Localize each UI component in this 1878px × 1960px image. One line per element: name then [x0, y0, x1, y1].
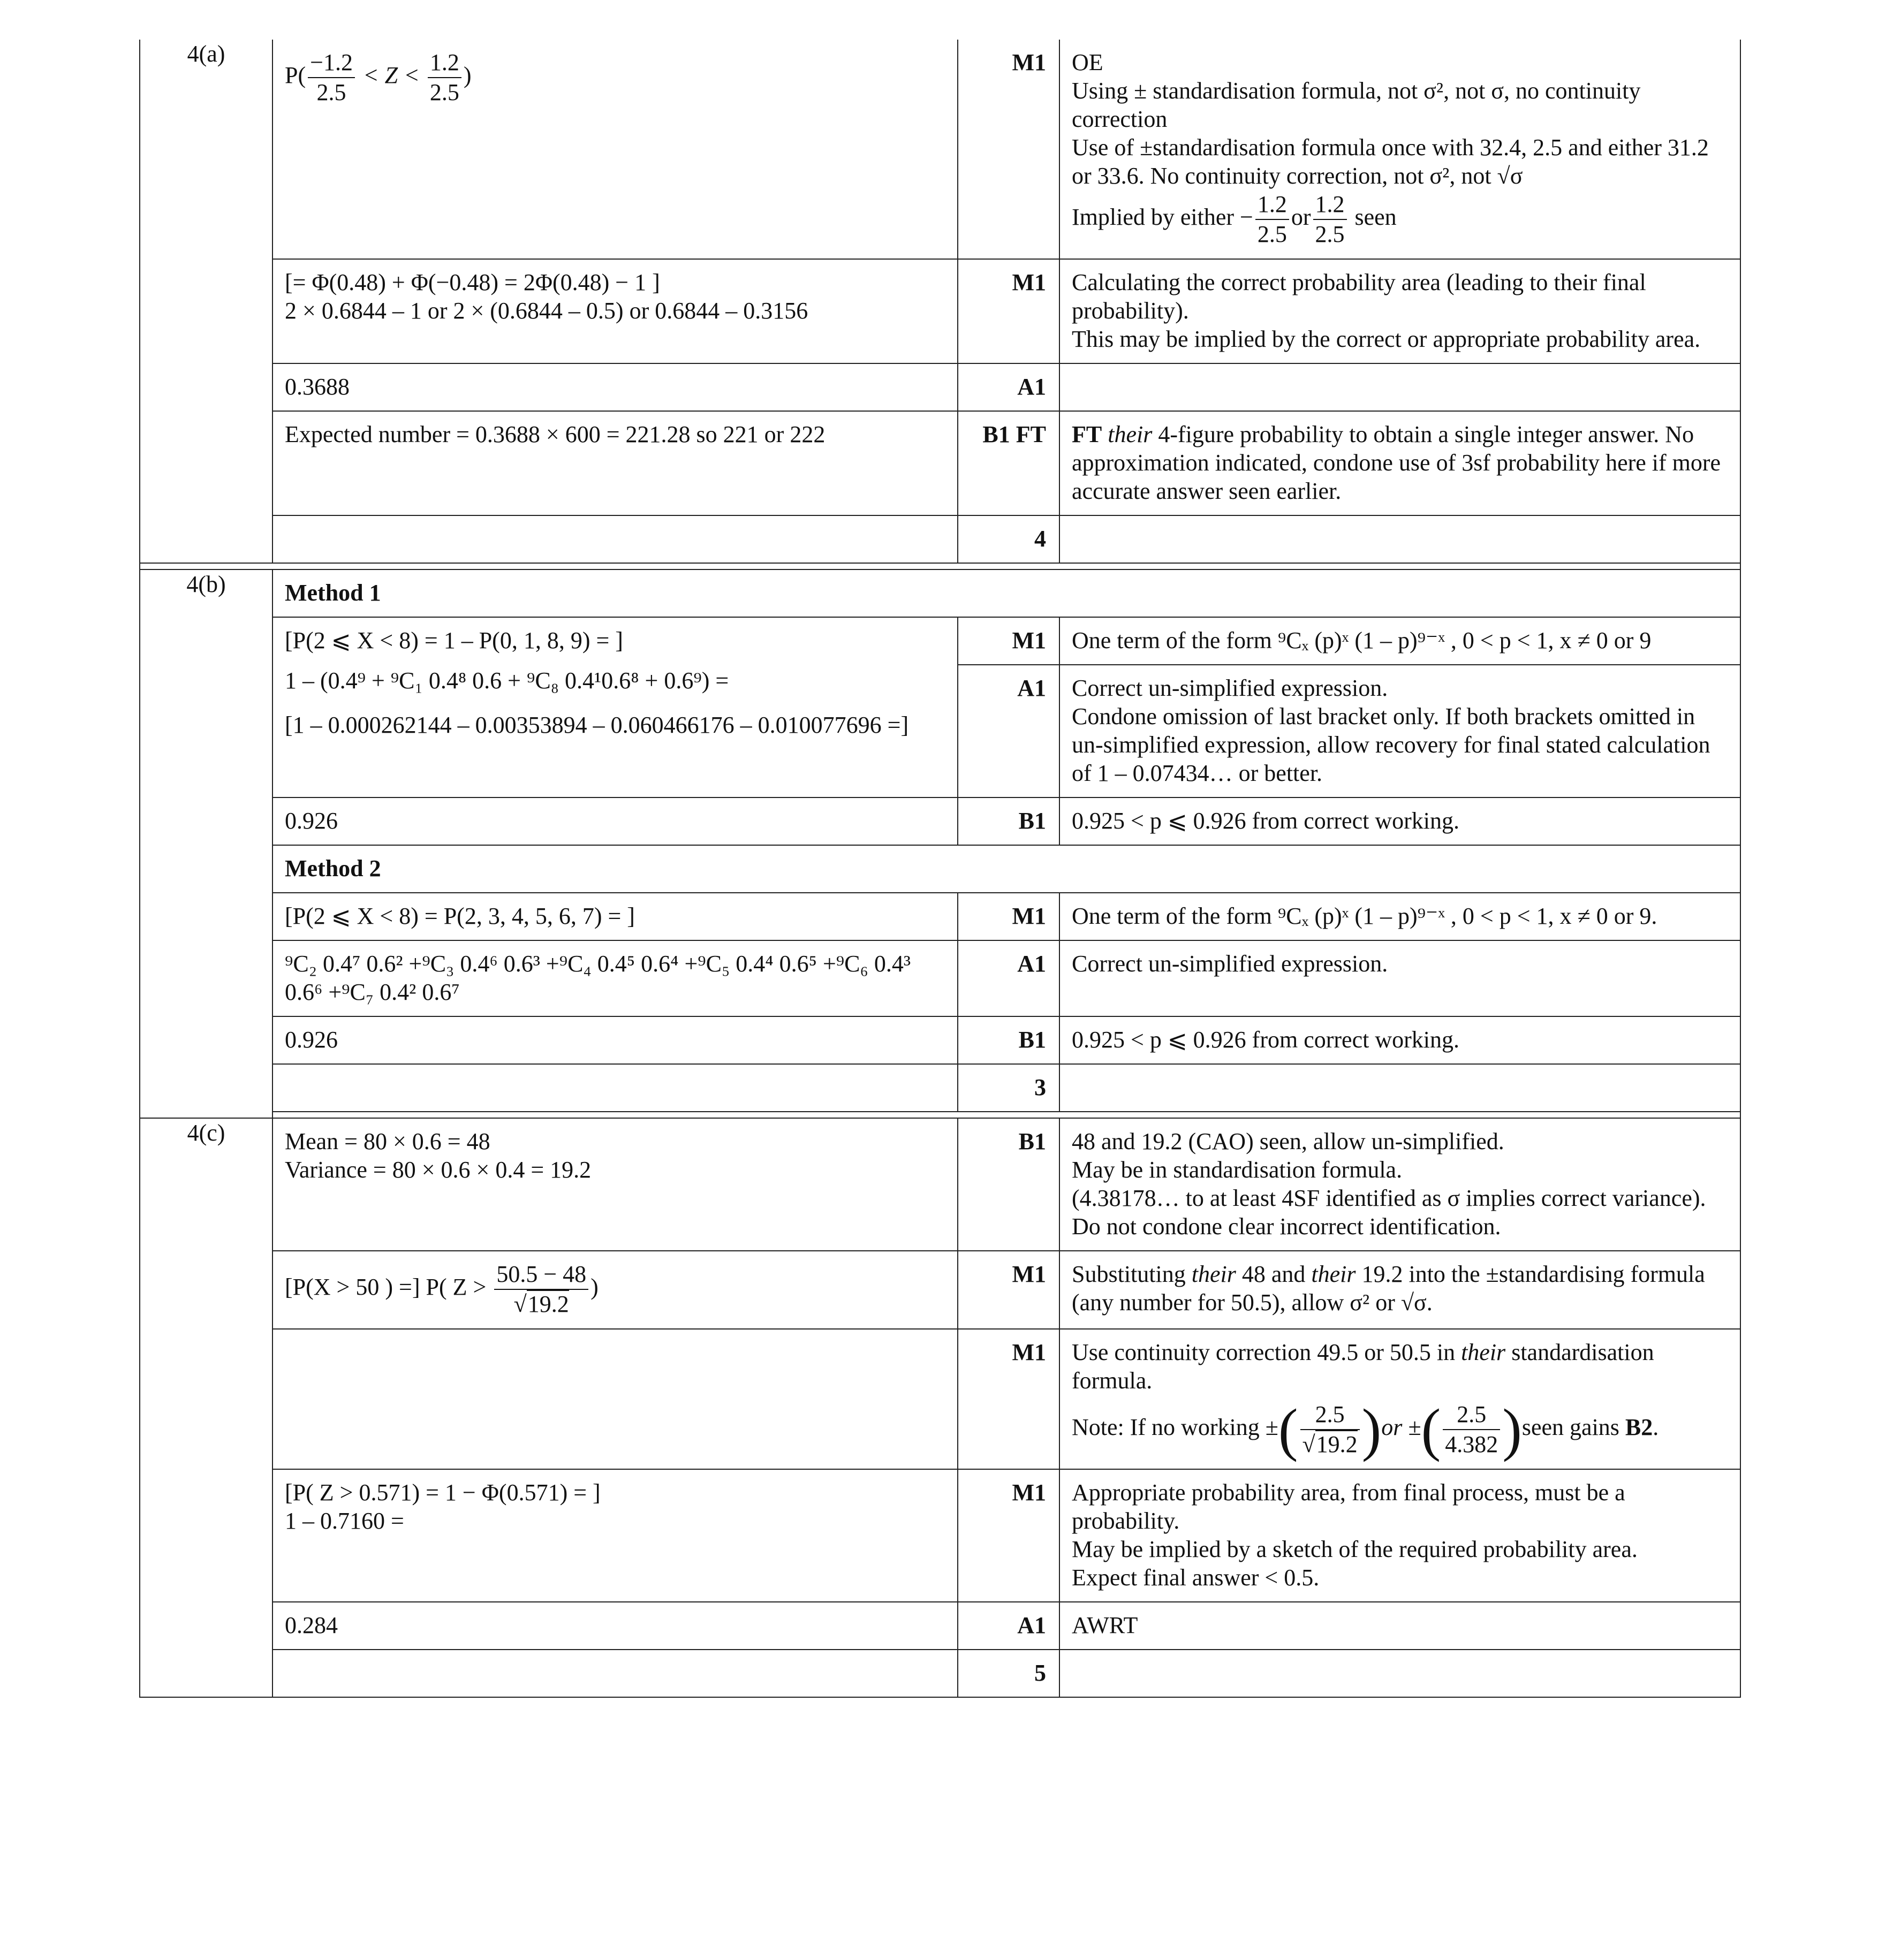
guidance-cell: Correct un-simplified expression. Condone omission of last bracket only. If both brackets omitted in un-simplified expression, allow recovery for final stated calculation of 1 – 0.07434… or better.: [1059, 665, 1740, 797]
table-row: [140, 363, 1740, 411]
guidance-cell: Appropriate probability area, from final process, must be a probability. May be implied by a sketch of the required probability area. Expect final answer < 0.5.: [1059, 1469, 1740, 1602]
mark-cell: B1: [958, 797, 1059, 845]
guidance-cell: [1059, 1650, 1740, 1697]
mark-cell: B1: [958, 1118, 1059, 1251]
answer-cell: P( $\frac{-1.2}{2.5}$ < Z < $\frac{1.2}{2.5}$ ): [272, 40, 958, 259]
section-separator: [140, 563, 1740, 569]
table-row: [140, 1118, 1740, 1251]
answer-cell: ⁹C₂ 0.4⁷ 0.6² +⁹C₃ 0.4⁶ 0.6³ +⁹C₄ 0.4⁵ 0.6⁴ +⁹C₅ 0.4⁴ 0.6⁵ +⁹C₆ 0.4³ 0.6⁶ +⁹C₇ 0.4² 0.6⁷: [272, 940, 958, 1016]
total-row: [140, 1650, 1740, 1697]
guidance-cell: 0.925 < p ⩽ 0.926 from correct working.: [1059, 797, 1740, 845]
table-row: [140, 1251, 1740, 1329]
answer-cell: 0.926: [272, 797, 958, 845]
answer-cell: 0.926: [272, 1016, 958, 1064]
answer-cell: [272, 515, 958, 563]
guidance-cell: Substituting their 48 and their 19.2 into the ±standardising formula (any number for 50.5), allow σ² or √σ.: [1059, 1251, 1740, 1329]
guidance-cell: Correct un-simplified expression.: [1059, 940, 1740, 1016]
mark-cell: A1: [958, 940, 1059, 1016]
mark-cell: M1: [958, 40, 1059, 259]
guidance-cell: Calculating the correct probability area (leading to their final probability). This may be implied by the correct or appropriate probability area.: [1059, 259, 1740, 363]
guidance-cell: One term of the form ⁹Cₓ (p)ˣ (1 – p)⁹⁻ˣ , 0 < p < 1, x ≠ 0 or 9.: [1059, 893, 1740, 940]
mark-cell: M1: [958, 259, 1059, 363]
total-marks: 4: [958, 515, 1059, 563]
table-row: [140, 845, 1740, 893]
method-heading: Method 2: [272, 845, 1740, 893]
mark-cell: A1: [958, 1602, 1059, 1650]
guidance-cell: FT their 4-figure probability to obtain a single integer answer. No approximation indicated, condone use of 3sf probability here if more accurate answer seen earlier.: [1059, 411, 1740, 515]
answer-cell: [P( Z > 0.571) = 1 − Φ(0.571) = ] 1 – 0.7160 =: [272, 1469, 958, 1602]
table-row: [140, 797, 1740, 845]
total-marks: 5: [958, 1650, 1059, 1697]
answer-cell: [= Φ(0.48) + Φ(−0.48) = 2Φ(0.48) − 1 ] 2 × 0.6844 – 1 or 2 × (0.6844 – 0.5) or 0.6844 – 0.3156: [272, 259, 958, 363]
answer-cell: Mean = 80 × 0.6 = 48 Variance = 80 × 0.6 × 0.4 = 19.2: [272, 1118, 958, 1251]
guidance-cell: 48 and 19.2 (CAO) seen, allow un-simplified. May be in standardisation formula. (4.38178… to at least 4SF identified as σ implies correct variance). Do not condone clear incorrect identification.: [1059, 1118, 1740, 1251]
guidance-cell: One term of the form ⁹Cₓ (p)ˣ (1 – p)⁹⁻ˣ , 0 < p < 1, x ≠ 0 or 9: [1059, 617, 1740, 665]
total-marks: 3: [958, 1064, 1059, 1112]
guidance-cell: [1059, 515, 1740, 563]
question-number: 4(c): [140, 1118, 272, 1697]
table-row: [140, 569, 1740, 617]
table-row: [140, 940, 1740, 1016]
guidance-cell: Use continuity correction 49.5 or 50.5 in their standardisation formula. Note: If no working ±( $\frac{2.5}{√19.2}$ )or ±( $\frac{2.5}{4.382}$ )seen gains B2.: [1059, 1329, 1740, 1469]
mark-cell: M1: [958, 1329, 1059, 1469]
answer-cell: Expected number = 0.3688 × 600 = 221.28 so 221 or 222: [272, 411, 958, 515]
mark-cell: M1: [958, 893, 1059, 940]
method-heading: Method 1: [272, 569, 1740, 617]
table-row: [140, 617, 1740, 665]
mark-cell: M1: [958, 1469, 1059, 1602]
table-row: [140, 1329, 1740, 1469]
section-separator: [140, 1112, 1740, 1118]
mark-cell: M1: [958, 617, 1059, 665]
question-number: 4(a): [140, 40, 272, 563]
answer-cell: [272, 1064, 958, 1112]
guidance-cell: [1059, 1064, 1740, 1112]
total-row: [140, 1064, 1740, 1112]
table-row: [140, 1469, 1740, 1602]
guidance-cell: OE Using ± standardisation formula, not σ², not σ, no continuity correction Use of ±standardisation formula once with 32.4, 2.5 and either 31.2 or 33.6. No continuity correction, not σ², not √σ Implied by either − $\frac{1.2}{2.5}$ or $\frac{1.2}{2.5}$ seen: [1059, 40, 1740, 259]
table-row: [140, 40, 1740, 259]
guidance-cell: [1059, 363, 1740, 411]
guidance-cell: AWRT: [1059, 1602, 1740, 1650]
answer-cell: [P(2 ⩽ X < 8) = P(2, 3, 4, 5, 6, 7) = ]: [272, 893, 958, 940]
table-row: [140, 893, 1740, 940]
total-row: [140, 515, 1740, 563]
mark-cell: B1: [958, 1016, 1059, 1064]
mark-cell: A1: [958, 665, 1059, 797]
answer-cell: [P(2 ⩽ X < 8) = 1 – P(0, 1, 8, 9) = ] 1 – (0.4⁹ + ⁹C₁ 0.4⁸ 0.6 + ⁹C₈ 0.4¹0.6⁸ + 0.6⁹) = [1 – 0.000262144 – 0.00353894 – 0.060466176 – 0.010077696 =]: [272, 617, 958, 797]
mark-scheme-table: [139, 40, 1741, 1698]
table-row: [140, 259, 1740, 363]
answer-cell: [P(X > 50 ) =] P( Z > $\frac{50.5 - 48}{√19.2}$ ): [272, 1251, 958, 1329]
answer-cell: [272, 1650, 958, 1697]
table-row: [140, 411, 1740, 515]
question-number: 4(b): [140, 569, 272, 1118]
answer-cell: 0.3688: [272, 363, 958, 411]
table-row: [140, 1602, 1740, 1650]
guidance-cell: 0.925 < p ⩽ 0.926 from correct working.: [1059, 1016, 1740, 1064]
answer-cell: [272, 1329, 958, 1469]
mark-cell: B1 FT: [958, 411, 1059, 515]
table-row: [140, 1016, 1740, 1064]
mark-cell: A1: [958, 363, 1059, 411]
mark-cell: M1: [958, 1251, 1059, 1329]
answer-cell: 0.284: [272, 1602, 958, 1650]
